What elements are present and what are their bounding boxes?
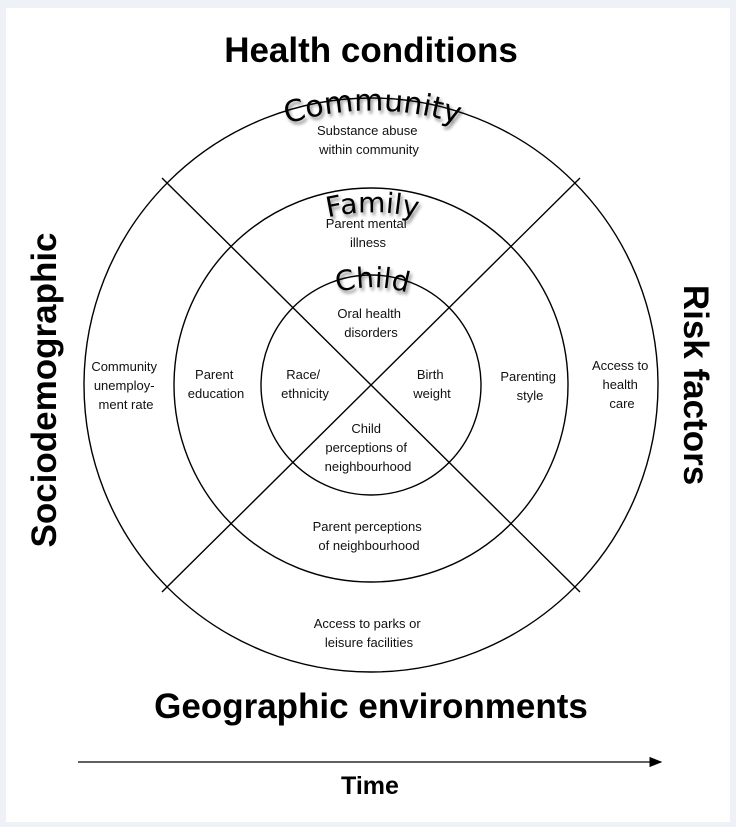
family-geo-label: Parent perceptions of neighbourhood	[312, 519, 422, 553]
child-geo-label: Child perceptions of neighbourhood	[324, 421, 412, 474]
community-geo-label: Access to parks or leisure facilities	[313, 616, 421, 650]
heading-sociodemographic: Sociodemographic	[25, 232, 64, 548]
ring-label-child: Child	[331, 260, 414, 300]
time-label: Time	[341, 772, 399, 800]
community-health-label: Substance abuse within community	[316, 123, 419, 157]
child-socio-label: Race/ ethnicity	[281, 367, 329, 401]
ring-label-community: Community	[279, 83, 466, 132]
child-health-label: Oral health disorders	[337, 306, 401, 340]
family-socio-label: Parent education	[187, 367, 245, 401]
heading-risk-factors: Risk factors	[676, 284, 715, 486]
community-socio-label: Community unemploy- ment rate	[91, 359, 158, 412]
heading-geographic-environments: Geographic environments	[154, 687, 588, 726]
ring-label-family: Family	[322, 186, 422, 225]
heading-health-conditions: Health conditions	[224, 31, 518, 70]
family-health-label: Parent mental illness	[325, 216, 407, 250]
family-risk-label: Parenting style	[500, 369, 557, 403]
child-risk-label: Birth weight	[413, 367, 451, 401]
community-risk-label: Access to health care	[592, 358, 649, 411]
